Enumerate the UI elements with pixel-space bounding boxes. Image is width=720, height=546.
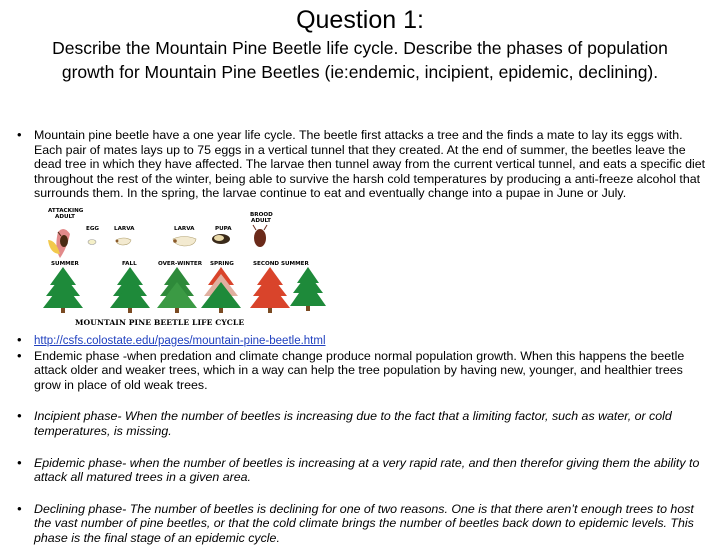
season-label-fall: FALL bbox=[122, 260, 137, 267]
life-cycle-figure bbox=[34, 207, 334, 327]
tree-second-summer-icon bbox=[250, 267, 290, 313]
stage-label-larva-2: LARVA bbox=[174, 225, 195, 232]
stage-label-attacking-adult: ATTACKING ADULT bbox=[48, 207, 84, 220]
slide-subtitle: Describe the Mountain Pine Beetle life cycle. Describe the phases of population growth for Mountain Pine Beetles (ie:endemic, incipient, epidemic, declining). bbox=[52, 38, 668, 82]
title-block bbox=[40, 6, 680, 84]
tree-second-summer-green-icon bbox=[290, 267, 326, 311]
bullet-link bbox=[17, 333, 711, 349]
tree-fall-icon bbox=[110, 267, 150, 313]
bullet-epidemic: • Epidemic phase- when the number of beetles is increasing at a very rapid rate, and then therefor giving them the ability to attack all matured trees in a given area. bbox=[17, 456, 711, 485]
bullet-incipient: • Incipient phase- When the number of beetles is increasing due to the fact that a limiting factor, such as water, or cold temperatures, is missing. bbox=[17, 409, 711, 438]
tree-spring-icon bbox=[201, 267, 241, 313]
season-label-over-winter: OVER-WINTER bbox=[158, 260, 203, 267]
tree-summer-icon bbox=[43, 267, 83, 313]
bullet-endemic: • Endemic phase -when predation and climate change produce normal population growth. When this happens the beetle attack older and weaker trees, which in a way can help the tree population by having new, younger, and healthier trees grow in place of old weak trees. bbox=[17, 349, 711, 393]
season-label-second-summer: SECOND SUMMER bbox=[253, 260, 309, 267]
larva-large-icon bbox=[173, 236, 196, 246]
larva-icon bbox=[116, 238, 131, 245]
bullet-list bbox=[17, 128, 711, 546]
egg-icon bbox=[88, 239, 96, 244]
attacking-adult-icon bbox=[48, 229, 70, 258]
bullet-life-cycle: • Mountain pine beetle have a one year life cycle. The beetle first attacks a tree and the finds a mate to lay its eggs with. Each pair of mates lays up to 75 eggs in a vertical tunnel that they created. At the end of summer, the beetles leave the dead tree in which they have affected. The larvae then tunnel away from the current vertical tunnel, and eats a specific diet throughout the rest of the winter, being able to survive the harsh cold temperatures by producing a anti-freeze alcohol that surrounds them. In the spring, the larvae continue to eat and eventually change into a pupae in June or July. bbox=[17, 128, 711, 201]
season-label-spring: SPRING bbox=[210, 260, 234, 267]
figure-caption: MOUNTAIN PINE BEETLE LIFE CYCLE bbox=[75, 317, 245, 327]
tree-over-winter-icon bbox=[157, 267, 197, 313]
brood-adult-icon bbox=[253, 225, 267, 247]
season-label-summer: SUMMER bbox=[51, 260, 79, 267]
slide-title: Question 1: bbox=[296, 6, 424, 34]
stage-label-brood-adult: BROOD ADULT bbox=[250, 211, 273, 224]
stage-label-egg: EGG bbox=[86, 225, 100, 232]
bullet-declining: • Declining phase- The number of beetles is declining for one of two reasons. One is that there aren’t enough trees to host the vast number of pine beetles, or that the cold climate brings the number of beetles back down to epidemic levels. This phase is the final stage of an epidemic cycle. bbox=[17, 502, 711, 546]
source-link[interactable]: http://csfs.colostate.edu/pages/mountain-pine-beetle.html bbox=[34, 334, 326, 347]
stage-label-larva: LARVA bbox=[114, 225, 135, 232]
stage-label-pupa: PUPA bbox=[215, 225, 232, 232]
